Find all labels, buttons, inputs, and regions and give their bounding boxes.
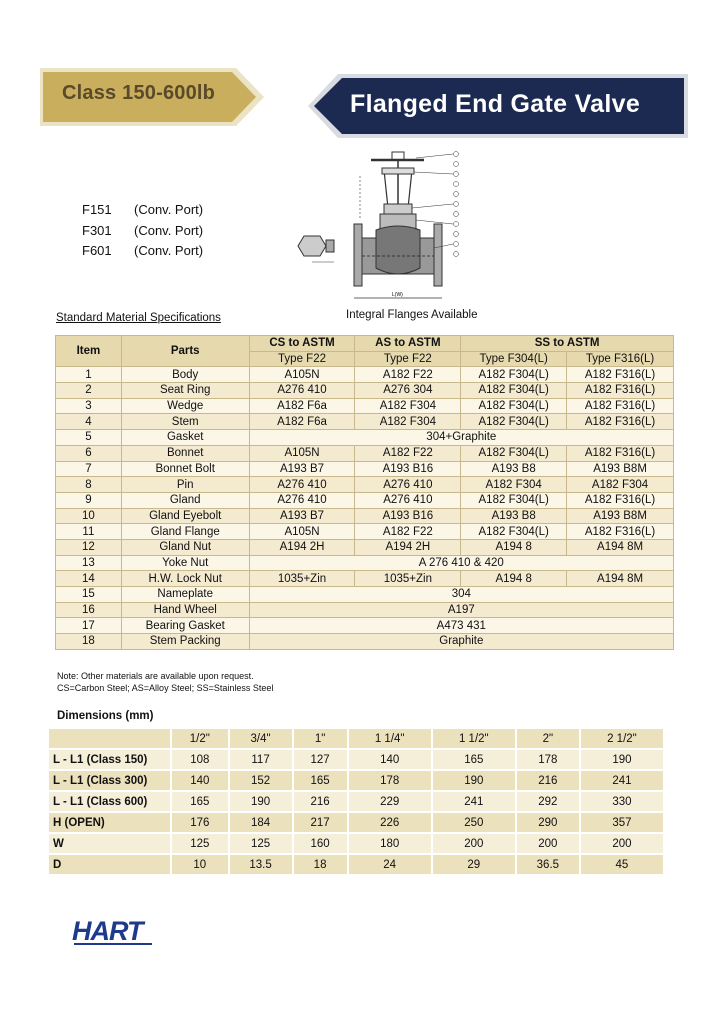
col-subheader-cs: Type F22 bbox=[249, 351, 355, 367]
item-number-cell: 11 bbox=[56, 524, 122, 540]
part-name-cell: Gland Eyebolt bbox=[121, 508, 249, 524]
dimension-value-cell: 217 bbox=[294, 813, 347, 832]
part-name-cell: Nameplate bbox=[121, 587, 249, 603]
material-cell: A105N bbox=[249, 367, 355, 383]
materials-table bbox=[55, 335, 674, 650]
part-name-cell: Gasket bbox=[121, 430, 249, 446]
dimension-value-cell: 140 bbox=[172, 771, 228, 790]
dimension-value-cell: 108 bbox=[172, 750, 228, 769]
table-row bbox=[56, 461, 674, 477]
item-number-cell: 14 bbox=[56, 571, 122, 587]
dimension-value-cell: 241 bbox=[433, 792, 515, 811]
material-cell: A182 F304 bbox=[355, 398, 461, 414]
model-item bbox=[82, 221, 203, 242]
dimension-value-cell: 13.5 bbox=[230, 855, 292, 874]
dimension-value-cell: 180 bbox=[349, 834, 431, 853]
material-cell: A194 8 bbox=[461, 571, 567, 587]
material-cell: A193 B8 bbox=[461, 461, 567, 477]
size-header-cell: 1 1/4" bbox=[349, 729, 431, 748]
dimension-value-cell: 165 bbox=[172, 792, 228, 811]
item-number-cell: 5 bbox=[56, 430, 122, 446]
table-row bbox=[56, 367, 674, 383]
dimensions-row bbox=[49, 834, 663, 853]
dimension-value-cell: 330 bbox=[581, 792, 663, 811]
material-cell: 1035+Zin bbox=[249, 571, 355, 587]
dimension-value-cell: 290 bbox=[517, 813, 579, 832]
col-header-item: Item bbox=[56, 336, 122, 367]
dimension-value-cell: 357 bbox=[581, 813, 663, 832]
dimensions-row bbox=[49, 813, 663, 832]
table-row bbox=[56, 508, 674, 524]
material-cell: A193 B8M bbox=[567, 461, 674, 477]
material-cell: 304+Graphite bbox=[249, 430, 673, 446]
item-number-cell: 10 bbox=[56, 508, 122, 524]
material-cell: A194 2H bbox=[355, 539, 461, 555]
dimensions-row bbox=[49, 792, 663, 811]
item-number-cell: 1 bbox=[56, 367, 122, 383]
dimension-label-cell: L - L1 (Class 150) bbox=[49, 750, 170, 769]
materials-note bbox=[57, 670, 273, 694]
material-cell: A182 F316(L) bbox=[567, 383, 674, 399]
dimension-label-cell: H (OPEN) bbox=[49, 813, 170, 832]
material-cell: A182 F316(L) bbox=[567, 445, 674, 461]
dimension-value-cell: 24 bbox=[349, 855, 431, 874]
dimensions-table bbox=[47, 727, 665, 876]
dimension-value-cell: 190 bbox=[433, 771, 515, 790]
material-cell: A182 F304(L) bbox=[461, 445, 567, 461]
part-name-cell: Stem bbox=[121, 414, 249, 430]
part-name-cell: Gland bbox=[121, 492, 249, 508]
materials-title: Standard Material Specifications bbox=[56, 312, 221, 324]
table-row bbox=[56, 618, 674, 634]
item-number-cell: 9 bbox=[56, 492, 122, 508]
dimension-value-cell: 190 bbox=[230, 792, 292, 811]
dimension-label-cell: L - L1 (Class 300) bbox=[49, 771, 170, 790]
material-cell: A182 F6a bbox=[249, 398, 355, 414]
part-name-cell: Bonnet bbox=[121, 445, 249, 461]
part-name-cell: Seat Ring bbox=[121, 383, 249, 399]
corner-cell bbox=[49, 729, 170, 748]
table-row bbox=[56, 587, 674, 603]
item-number-cell: 2 bbox=[56, 383, 122, 399]
item-number-cell: 12 bbox=[56, 539, 122, 555]
table-row bbox=[56, 555, 674, 571]
material-cell: A182 F304(L) bbox=[461, 398, 567, 414]
part-name-cell: Pin bbox=[121, 477, 249, 493]
item-number-cell: 18 bbox=[56, 634, 122, 650]
dimension-value-cell: 184 bbox=[230, 813, 292, 832]
material-cell: A193 B7 bbox=[249, 508, 355, 524]
table-row bbox=[56, 571, 674, 587]
material-cell: A182 F22 bbox=[355, 524, 461, 540]
valve-drawing bbox=[296, 148, 466, 308]
model-code: F151 bbox=[82, 202, 112, 217]
dimension-value-cell: 200 bbox=[517, 834, 579, 853]
class-banner bbox=[40, 68, 268, 126]
model-list bbox=[82, 200, 203, 262]
table-row bbox=[56, 492, 674, 508]
dimension-value-cell: 152 bbox=[230, 771, 292, 790]
col-subheader-as: Type F22 bbox=[355, 351, 461, 367]
material-cell: A182 F22 bbox=[355, 367, 461, 383]
page-title: Flanged End Gate Valve bbox=[350, 90, 641, 118]
material-cell: A194 8M bbox=[567, 539, 674, 555]
table-row bbox=[56, 539, 674, 555]
item-number-cell: 15 bbox=[56, 587, 122, 603]
item-number-cell: 4 bbox=[56, 414, 122, 430]
hart-logo bbox=[70, 914, 156, 953]
material-cell: A105N bbox=[249, 524, 355, 540]
part-name-cell: Bearing Gasket bbox=[121, 618, 249, 634]
dimension-value-cell: 229 bbox=[349, 792, 431, 811]
table-row bbox=[56, 634, 674, 650]
material-cell: A182 F316(L) bbox=[567, 414, 674, 430]
material-cell: A182 F304(L) bbox=[461, 383, 567, 399]
dimension-label-cell: L - L1 (Class 600) bbox=[49, 792, 170, 811]
dimension-value-cell: 29 bbox=[433, 855, 515, 874]
dimension-value-cell: 176 bbox=[172, 813, 228, 832]
part-name-cell: Body bbox=[121, 367, 249, 383]
size-header-cell: 1" bbox=[294, 729, 347, 748]
dimension-value-cell: 250 bbox=[433, 813, 515, 832]
dimension-value-cell: 10 bbox=[172, 855, 228, 874]
dimension-value-cell: 178 bbox=[517, 750, 579, 769]
material-cell: A182 F316(L) bbox=[567, 398, 674, 414]
material-cell: A182 F316(L) bbox=[567, 492, 674, 508]
material-cell: Graphite bbox=[249, 634, 673, 650]
table-row bbox=[56, 398, 674, 414]
material-cell: A193 B8M bbox=[567, 508, 674, 524]
dimension-value-cell: 216 bbox=[517, 771, 579, 790]
drawing-caption: Integral Flanges Available bbox=[346, 309, 478, 321]
table-row bbox=[56, 524, 674, 540]
part-name-cell: Wedge bbox=[121, 398, 249, 414]
material-cell: A 276 410 & 420 bbox=[249, 555, 673, 571]
dimension-value-cell: 160 bbox=[294, 834, 347, 853]
table-header-row bbox=[56, 336, 674, 352]
material-cell: A276 410 bbox=[355, 477, 461, 493]
dimension-value-cell: 241 bbox=[581, 771, 663, 790]
material-cell: A193 B7 bbox=[249, 461, 355, 477]
material-cell: 304 bbox=[249, 587, 673, 603]
material-cell: A197 bbox=[249, 602, 673, 618]
note-line: Note: Other materials are available upon request. bbox=[57, 671, 254, 681]
material-cell: A182 F304 bbox=[461, 477, 567, 493]
part-name-cell: Hand Wheel bbox=[121, 602, 249, 618]
item-number-cell: 7 bbox=[56, 461, 122, 477]
dimension-value-cell: 117 bbox=[230, 750, 292, 769]
dimension-value-cell: 292 bbox=[517, 792, 579, 811]
dimensions-title: Dimensions (mm) bbox=[57, 710, 154, 722]
dimension-value-cell: 140 bbox=[349, 750, 431, 769]
material-cell: A182 F6a bbox=[249, 414, 355, 430]
material-cell: A182 F304(L) bbox=[461, 414, 567, 430]
material-cell: A182 F316(L) bbox=[567, 367, 674, 383]
material-cell: A473 431 bbox=[249, 618, 673, 634]
dimension-value-cell: 226 bbox=[349, 813, 431, 832]
part-name-cell: Stem Packing bbox=[121, 634, 249, 650]
part-name-cell: Yoke Nut bbox=[121, 555, 249, 571]
material-cell: A193 B8 bbox=[461, 508, 567, 524]
table-row bbox=[56, 430, 674, 446]
dimensions-row bbox=[49, 750, 663, 769]
material-cell: 1035+Zin bbox=[355, 571, 461, 587]
material-cell: A276 410 bbox=[355, 492, 461, 508]
item-number-cell: 6 bbox=[56, 445, 122, 461]
dimension-value-cell: 190 bbox=[581, 750, 663, 769]
dimension-value-cell: 200 bbox=[433, 834, 515, 853]
item-number-cell: 3 bbox=[56, 398, 122, 414]
item-number-cell: 13 bbox=[56, 555, 122, 571]
material-cell: A276 410 bbox=[249, 477, 355, 493]
material-cell: A182 F304(L) bbox=[461, 524, 567, 540]
size-header-cell: 2" bbox=[517, 729, 579, 748]
model-desc: (Conv. Port) bbox=[134, 202, 204, 217]
material-cell: A182 F304(L) bbox=[461, 367, 567, 383]
table-row bbox=[56, 383, 674, 399]
item-number-cell: 16 bbox=[56, 602, 122, 618]
col-header-cs: CS to ASTM bbox=[249, 336, 355, 352]
dimension-value-cell: 165 bbox=[294, 771, 347, 790]
part-name-cell: Gland Nut bbox=[121, 539, 249, 555]
model-item bbox=[82, 241, 203, 262]
dimensions-header-row bbox=[49, 729, 663, 748]
dimension-value-cell: 125 bbox=[172, 834, 228, 853]
material-cell: A182 F22 bbox=[355, 445, 461, 461]
material-cell: A182 F304(L) bbox=[461, 492, 567, 508]
model-code: F301 bbox=[82, 222, 112, 238]
dimension-value-cell: 18 bbox=[294, 855, 347, 874]
size-header-cell: 3/4" bbox=[230, 729, 292, 748]
dimension-value-cell: 165 bbox=[433, 750, 515, 769]
table-row bbox=[56, 602, 674, 618]
material-cell: A276 304 bbox=[355, 383, 461, 399]
table-row bbox=[56, 477, 674, 493]
note-line: CS=Carbon Steel; AS=Alloy Steel; SS=Stainless Steel bbox=[57, 683, 274, 693]
part-name-cell: Gland Flange bbox=[121, 524, 249, 540]
dimension-label-cell: D bbox=[49, 855, 170, 874]
item-number-cell: 17 bbox=[56, 618, 122, 634]
dimension-label-cell: W bbox=[49, 834, 170, 853]
col-subheader-ss2: Type F316(L) bbox=[567, 351, 674, 367]
size-header-cell: 2 1/2" bbox=[581, 729, 663, 748]
size-header-cell: 1 1/2" bbox=[433, 729, 515, 748]
material-cell: A182 F304 bbox=[355, 414, 461, 430]
item-number-cell: 8 bbox=[56, 477, 122, 493]
material-cell: A193 B16 bbox=[355, 508, 461, 524]
part-name-cell: Bonnet Bolt bbox=[121, 461, 249, 477]
material-cell: A182 F304 bbox=[567, 477, 674, 493]
dimension-value-cell: 200 bbox=[581, 834, 663, 853]
table-row bbox=[56, 414, 674, 430]
svg-text:HART: HART bbox=[72, 916, 143, 946]
title-banner bbox=[308, 74, 688, 138]
dimensions-row bbox=[49, 855, 663, 874]
part-name-cell: H.W. Lock Nut bbox=[121, 571, 249, 587]
dimension-value-cell: 127 bbox=[294, 750, 347, 769]
col-header-ss: SS to ASTM bbox=[461, 336, 674, 352]
dimension-value-cell: 125 bbox=[230, 834, 292, 853]
material-cell: A194 2H bbox=[249, 539, 355, 555]
material-cell: A276 410 bbox=[249, 383, 355, 399]
material-cell: A194 8 bbox=[461, 539, 567, 555]
class-label: Class 150-600lb bbox=[62, 82, 216, 104]
material-cell: A105N bbox=[249, 445, 355, 461]
model-code: F601 bbox=[82, 243, 112, 258]
col-header-parts: Parts bbox=[121, 336, 249, 367]
svg-text:L(W): L(W) bbox=[392, 292, 403, 298]
table-row bbox=[56, 445, 674, 461]
dimension-value-cell: 178 bbox=[349, 771, 431, 790]
col-subheader-ss1: Type F304(L) bbox=[461, 351, 567, 367]
model-item bbox=[82, 200, 203, 221]
dimension-value-cell: 216 bbox=[294, 792, 347, 811]
dimensions-row bbox=[49, 771, 663, 790]
material-cell: A194 8M bbox=[567, 571, 674, 587]
model-desc: (Conv. Port) bbox=[134, 222, 204, 238]
size-header-cell: 1/2" bbox=[172, 729, 228, 748]
material-cell: A182 F316(L) bbox=[567, 524, 674, 540]
model-desc: (Conv. Port) bbox=[134, 243, 204, 258]
dimension-value-cell: 45 bbox=[581, 855, 663, 874]
material-cell: A193 B16 bbox=[355, 461, 461, 477]
material-cell: A276 410 bbox=[249, 492, 355, 508]
col-header-as: AS to ASTM bbox=[355, 336, 461, 352]
dimension-value-cell: 36.5 bbox=[517, 855, 579, 874]
